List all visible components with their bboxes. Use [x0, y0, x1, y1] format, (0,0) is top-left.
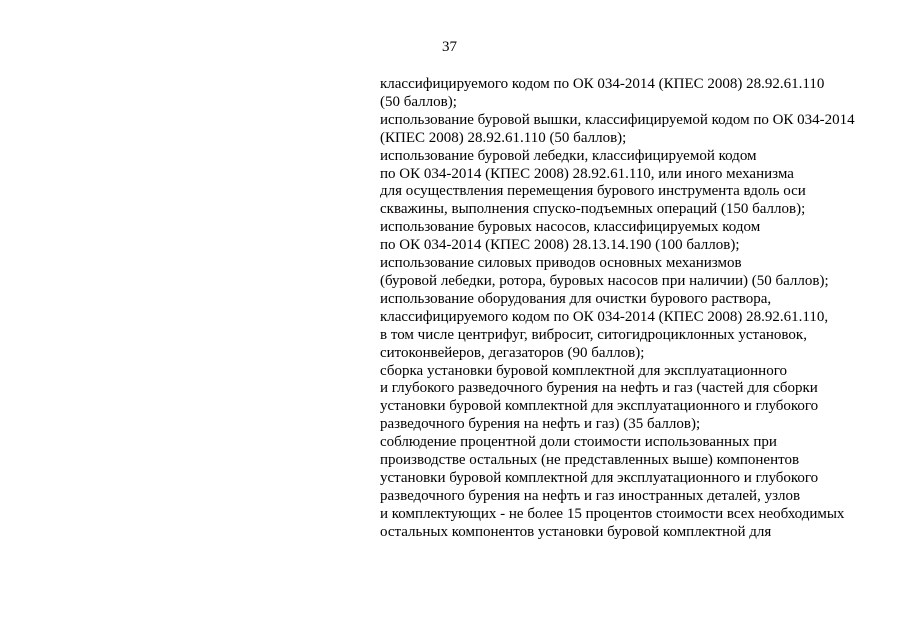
text-line: использование буровых насосов, классифицируемых кодом	[380, 219, 761, 236]
text-line: по ОК 034-2014 (КПЕС 2008) 28.92.61.110, или иного механизма	[380, 165, 794, 182]
text-line: установки буровой комплектной для эксплуатационного и глубокого	[380, 398, 819, 415]
text-line: использование оборудования для очистки бурового раствора,	[380, 290, 772, 307]
text-line: производстве остальных (не представленных выше) компонентов	[380, 452, 800, 469]
body-text	[380, 76, 880, 542]
text-line: соблюдение процентной доли стоимости использованных при	[380, 434, 777, 451]
text-line: классифицируемого кодом по ОК 034-2014 (КПЕС 2008) 28.92.61.110,	[380, 308, 829, 325]
text-line: (буровой лебедки, ротора, буровых насосов при наличии) (50 баллов);	[380, 272, 829, 289]
text-line: (50 баллов);	[380, 93, 457, 110]
text-line: (КПЕС 2008) 28.92.61.110 (50 баллов);	[380, 129, 627, 146]
text-line: установки буровой комплектной для эксплуатационного и глубокого	[380, 469, 819, 486]
text-line: и глубокого разведочного бурения на нефть и газ (частей для сборки	[380, 380, 818, 397]
text-line: скважины, выполнения спуско-подъемных операций (150 баллов);	[380, 201, 806, 218]
text-line: использование буровой лебедки, классифицируемой кодом	[380, 147, 757, 164]
text-line: остальных компонентов установки буровой комплектной для	[380, 523, 772, 540]
text-line: классифицируемого кодом по ОК 034-2014 (КПЕС 2008) 28.92.61.110	[380, 76, 825, 92]
text-line: сборка установки буровой комплектной для эксплуатационного	[380, 362, 787, 379]
text-line: использование буровой вышки, классифицируемой кодом по ОК 034-2014	[380, 111, 855, 128]
page-number: 37	[442, 39, 457, 55]
text-line: и комплектующих - не более 15 процентов стоимости всех необходимых	[380, 505, 845, 522]
text-line: ситоконвейеров, дегазаторов (90 баллов);	[380, 344, 645, 361]
text-line: разведочного бурения на нефть и газ) (35 баллов);	[380, 416, 701, 433]
text-line: разведочного бурения на нефть и газ иностранных деталей, узлов	[380, 487, 801, 504]
text-line: в том числе центрифуг, вибросит, ситогидроциклонных установок,	[380, 326, 807, 343]
text-line: по ОК 034-2014 (КПЕС 2008) 28.13.14.190 (100 баллов);	[380, 237, 740, 254]
text-line: использование силовых приводов основных механизмов	[380, 255, 742, 272]
text-line: для осуществления перемещения бурового инструмента вдоль оси	[380, 183, 806, 200]
